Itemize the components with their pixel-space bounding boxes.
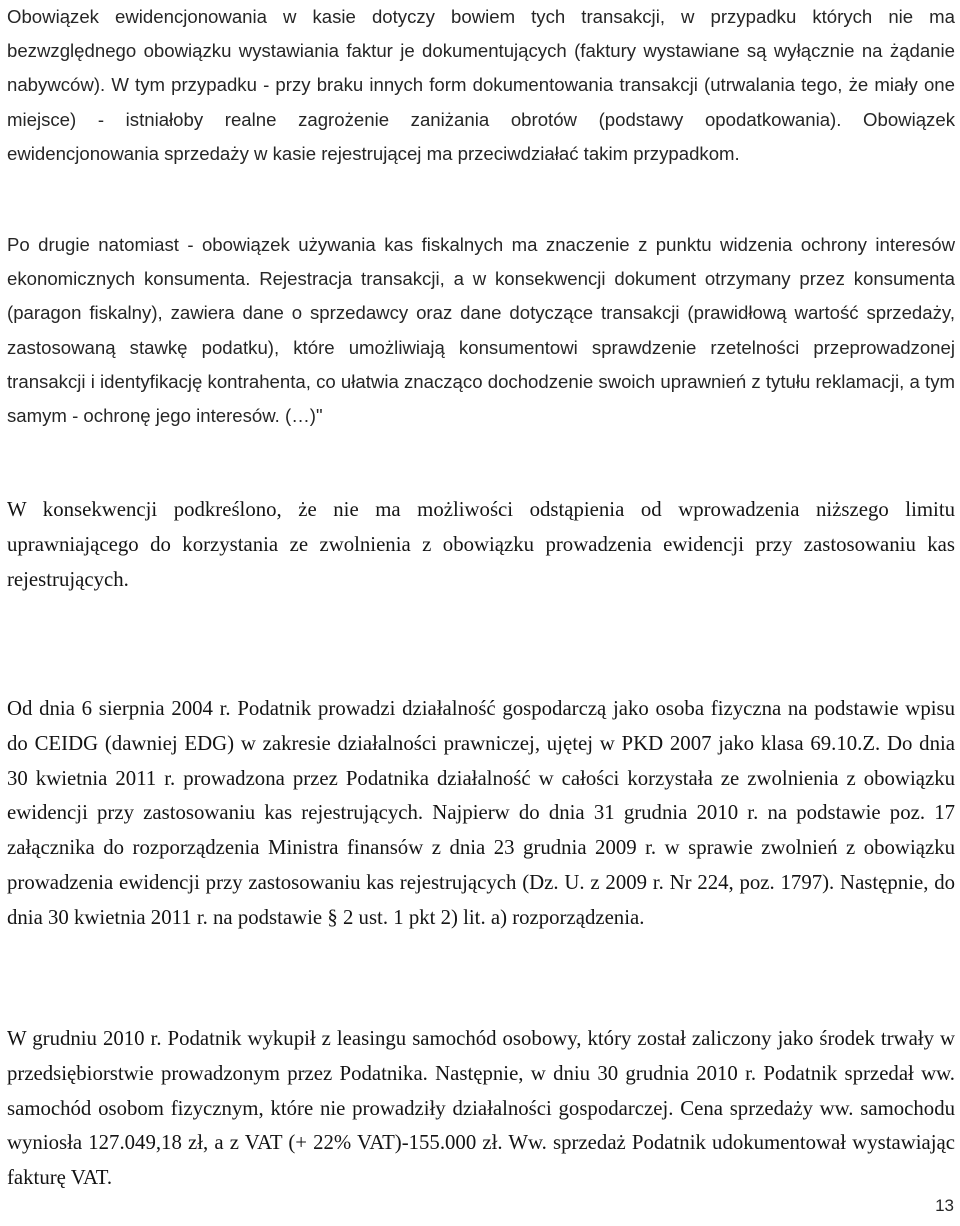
page-number: 13: [935, 1196, 954, 1215]
paragraph-consumer-protection: Po drugie natomiast - obowiązek używania kas fiskalnych ma znaczenie z punktu widzenia ochrony interesów ekonomicznych konsumenta. Rejestracja transakcji, a w konsekwencji dokument otrzymany przez konsumenta (paragon fiskalny), zawiera dane o sprzedawcy oraz dane dotyczące transakcji (prawidłową wartość sprzedaży, zastosowaną stawkę podatku), które umożliwiają konsumentowi sprawdzenie rzetelności przeprowadzonej transakcji i identyfikację kontrahenta, co ułatwia znacząco dochodzenie swoich uprawnień z tytułu reklamacji, a tym samym - ochronę jego interesów. (…)": [7, 234, 955, 427]
paragraph-taxpayer-activity: Od dnia 6 sierpnia 2004 r. Podatnik prowadzi działalność gospodarczą jako osoba fizyczna na podstawie wpisu do CEIDG (dawniej EDG) w zakresie działalności prawniczej, ujętej w PKD 2007 jako klasa 69.10.Z. Do dnia 30 kwietnia 2011 r. prowadzona przez Podatnika działalność w całości korzystała ze zwolnienia z obowiązku ewidencji przy zastosowaniu kas rejestrujących. Najpierw do dnia 31 grudnia 2010 r. na podstawie poz. 17 załącznika do rozporządzenia Ministra finansów z dnia 23 grudnia 2009 r. w sprawie zwolnień z obowiązku prowadzenia ewidencji przy zastosowaniu kas rejestrujących (Dz. U. z 2009 r. Nr 224, poz. 1797). Następnie, do dnia 30 kwietnia 2011 r. na podstawie § 2 ust. 1 pkt 2) lit. a) rozporządzenia.: [7, 697, 955, 929]
paragraph-car-sale: W grudniu 2010 r. Podatnik wykupił z leasingu samochód osobowy, który został zaliczony jako środek trwały w przedsiębiorstwie prowadzonym przez Podatnika. Następnie, w dniu 30 grudnia 2010 r. Podatnik sprzedał ww. samochód osobom fizycznym, które nie prowadziły działalności gospodarczej. Cena sprzedaży ww. samochodu wyniosła 127.049,18 zł, a z VAT (+ 22% VAT)-155.000 zł. Ww. sprzedaż Podatnik udokumentował wystawiając fakturę VAT.: [7, 1027, 955, 1190]
paragraph-conclusion: W konsekwencji podkreślono, że nie ma możliwości odstąpienia od wprowadzenia niższego limitu uprawniającego do korzystania ze zwolnienia z obowiązku prowadzenia ewidencji przy zastosowaniu kas rejestrujących.: [7, 498, 955, 591]
paragraph-cash-register-obligation: Obowiązek ewidencjonowania w kasie dotyczy bowiem tych transakcji, w przypadku których nie ma bezwzględnego obowiązku wystawiania faktur je dokumentujących (faktury wystawiane są wyłącznie na żądanie nabywców). W tym przypadku - przy braku innych form dokumentowania transakcji (utrwalania tego, że miały one miejsce) - istniałoby realne zagrożenie zaniżania obrotów (podstawy opodatkowania). Obowiązek ewidencjonowania sprzedaży w kasie rejestrującej ma przeciwdziałać takim przypadkom.: [7, 6, 955, 164]
